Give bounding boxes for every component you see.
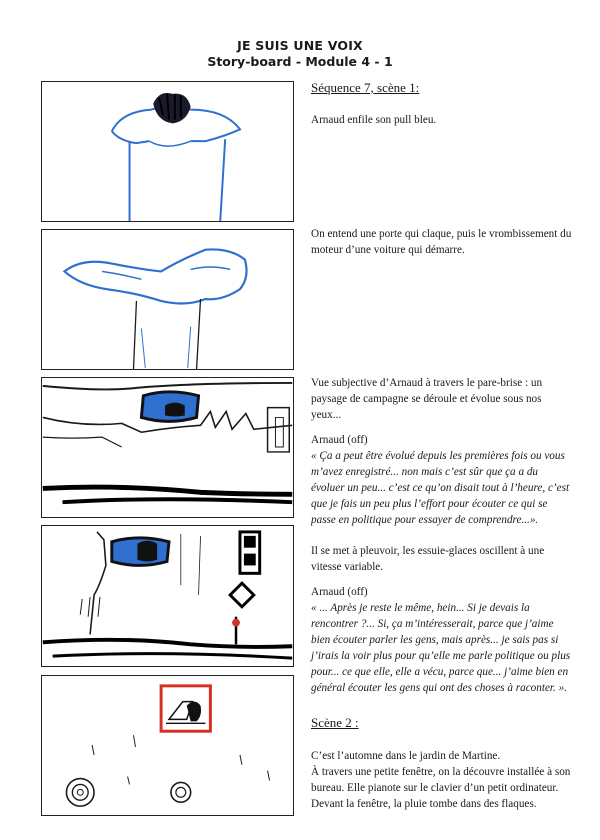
document-title: JE SUIS UNE VOIX <box>237 38 363 53</box>
storyboard-panel-2 <box>41 229 294 370</box>
sequence-heading: Séquence 7, scène 1: <box>311 80 420 95</box>
text-block-3 <box>311 226 573 258</box>
scene-2-line-3: Devant la fenêtre, la pluie tombe dans des flaques. <box>311 798 537 810</box>
storyboard-panel-4 <box>41 525 294 667</box>
paragraph-vue-subjective: Vue subjective d’Arnaud à travers le pare-brise : un paysage de campagne se déroule et évolue sous nos yeux... <box>311 377 543 421</box>
sketch-windshield-landscape <box>42 378 293 517</box>
page-header <box>0 38 600 70</box>
paragraph-pull-bleu: Arnaud enfile son pull bleu. <box>311 114 437 126</box>
text-block-7 <box>311 584 573 696</box>
speaker-arnaud-off-2: Arnaud (off) <box>311 586 368 598</box>
sketch-pull-over-head <box>42 230 293 369</box>
text-block-8 <box>311 715 573 731</box>
speaker-arnaud-off-1: Arnaud (off) <box>311 434 368 446</box>
storyboard-panel-3 <box>41 377 294 518</box>
document-subtitle: Story-board - Module 4 - 1 <box>207 54 393 69</box>
scene-2-line-2: À travers une petite fenêtre, on la découvre installée à son bureau. Elle pianote sur le clavier d’un petit ordinateur. <box>311 766 571 794</box>
text-block-5 <box>311 432 573 528</box>
paragraph-pluie: Il se met à pleuvoir, les essuie-glaces oscillent à une vitesse variable. <box>311 545 545 573</box>
scene-2-line-1: C’est l’automne dans le jardin de Martine. <box>311 750 501 762</box>
sketch-arnaud-pull-back <box>42 82 293 221</box>
sketch-rain-traffic-light <box>42 526 293 666</box>
quote-arnaud-2: « ... Après je reste le même, hein... Si je devais la rencontrer ?... Si, ça m’intéresserait, parce que j’aime bien écouter parler les gens, mais après... je sais pas si j’irais la voir plus pour qu’elle me parle politique ou plus pour... ce que elle, elle a vécu, parce que... j’aime bien en général écouter les gens qui ont des choses à raconter. ». <box>311 602 571 694</box>
text-block-1 <box>311 80 573 96</box>
quote-arnaud-1: « Ça a peut être évolué depuis les premières fois ou vous m’avez enregistré... non mais c’est sûr que ça a du évoluer un peu... c’est ce qu’on disait tout à l’heure, c’est que je fais un peu plus l’effort pour écouter ce qui se passe en politique pour essayer de comprendre...». <box>311 450 570 526</box>
scene-2-heading: Scène 2 : <box>311 715 359 730</box>
storyboard-panel-5 <box>41 675 294 816</box>
text-block-9 <box>311 748 573 812</box>
sketch-garden-window <box>42 676 293 815</box>
text-block-4 <box>311 375 573 423</box>
paragraph-porte-claque: On entend une porte qui claque, puis le vrombissement du moteur d’une voiture qui démarre. <box>311 228 572 256</box>
text-block-2 <box>311 112 573 128</box>
text-block-6 <box>311 543 573 575</box>
storyboard-panel-1 <box>41 81 294 222</box>
